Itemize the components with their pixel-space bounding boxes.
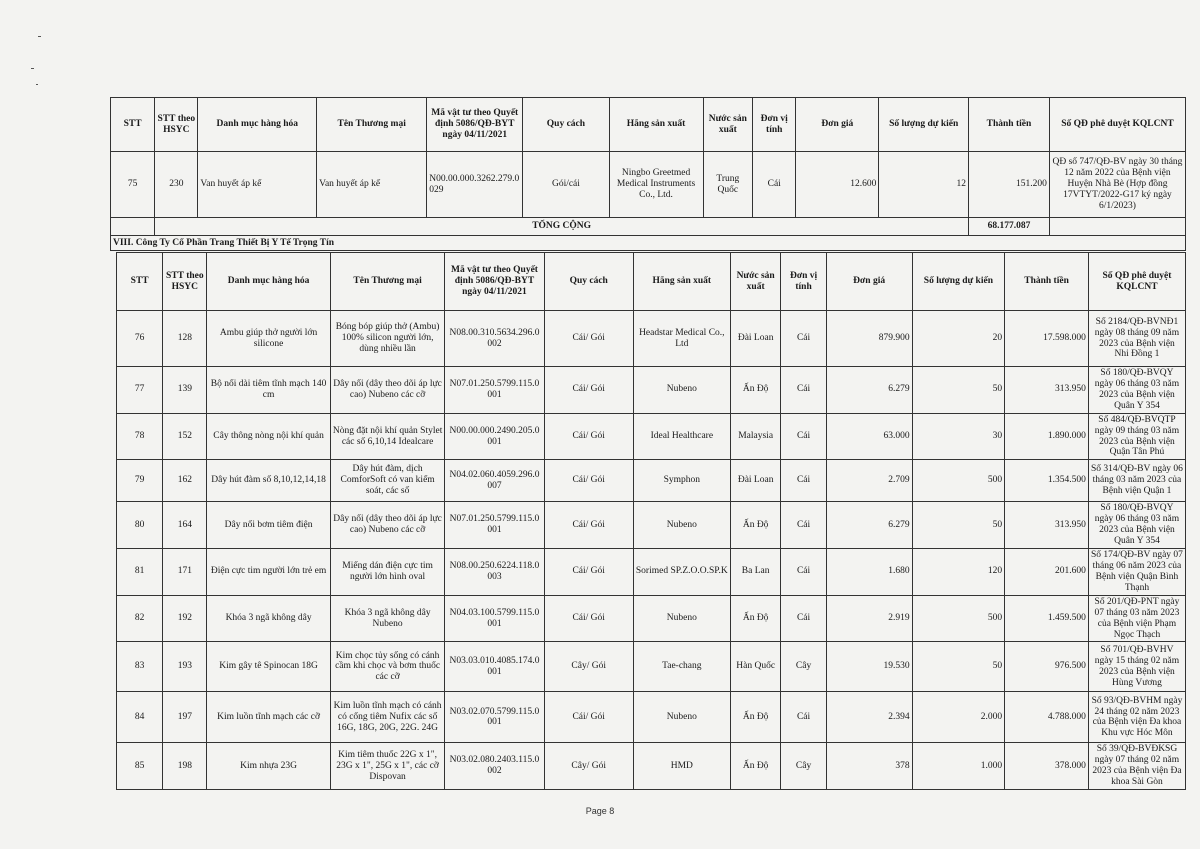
cell-stt: 82 [117, 595, 163, 642]
cell-quy-cach: Cây/ Gói [544, 743, 633, 790]
cell-stt: 79 [117, 460, 163, 502]
header-cell: Số lượng dự kiến [879, 98, 969, 152]
table-row [111, 152, 1186, 218]
cell-so-qd: Số 314/QĐ-BV ngày 06 tháng 03 năm 2023 của Bệnh viện Quận 1 [1088, 460, 1185, 502]
cell-ma-vat-tu: N07.01.250.5799.115.0001 [445, 367, 544, 414]
header-cell: Hãng sản xuất [609, 98, 703, 152]
cell-don-gia: 12.600 [796, 152, 879, 218]
header-cell: Tên Thương mại [330, 253, 445, 311]
section-title: VIII. Công Ty Cổ Phần Trang Thiết Bị Y Tế Trọng Tín [111, 236, 1186, 251]
header-cell: Quy cách [544, 253, 633, 311]
table-row [117, 549, 1186, 596]
cell-stt: 75 [111, 152, 155, 218]
cell-nuoc-san-xuat: Ba Lan [730, 549, 781, 596]
cell-nuoc-san-xuat: Malaysia [730, 413, 781, 460]
cell-hsyc: 162 [163, 460, 207, 502]
cell-hsyc: 128 [163, 311, 207, 367]
cell-stt: 76 [117, 311, 163, 367]
cell-quy-cach: Cái/ Gói [544, 460, 633, 502]
cell-hang-san-xuat: Ideal Healthcare [633, 413, 730, 460]
cell-don-gia: 2.709 [826, 460, 912, 502]
cell-stt: 85 [117, 743, 163, 790]
cell-so-qd: Số 180/QĐ-BVQY ngày 06 tháng 03 năm 2023 của Bệnh viện Quân Y 354 [1088, 367, 1185, 414]
cell-thanh-tien: 313.950 [1005, 502, 1089, 549]
cell-so-luong: 30 [912, 413, 1005, 460]
header-cell: Thành tiền [1005, 253, 1089, 311]
cell-danh-muc: Kim luồn tĩnh mạch các cỡ [207, 692, 330, 743]
cell-hang-san-xuat: Headstar Medical Co., Ltd [633, 311, 730, 367]
cell-hsyc: 197 [163, 692, 207, 743]
header-cell: Đơn vị tính [753, 98, 796, 152]
cell-thanh-tien: 1.354.500 [1005, 460, 1089, 502]
section-row [111, 236, 1186, 251]
cell-nuoc-san-xuat: Ấn Độ [730, 367, 781, 414]
cell-ten-thuong-mai: Nòng đặt nội khí quản Stylet các số 6,10,14 Idealcare [330, 413, 445, 460]
procurement-table-top [110, 97, 1186, 251]
cell-thanh-tien: 4.788.000 [1005, 692, 1089, 743]
cell-ten-thuong-mai: Kim chọc tủy sống có cánh cầm khi chọc và bơm thuốc các cỡ [330, 642, 445, 692]
cell-thanh-tien: 201.600 [1005, 549, 1089, 596]
cell-danh-muc: Ambu giúp thở người lớn silicone [207, 311, 330, 367]
header-cell: Danh mục hàng hóa [198, 98, 317, 152]
cell-so-luong: 1.000 [912, 743, 1005, 790]
cell-ma-vat-tu: N08.00.250.6224.118.0003 [445, 549, 544, 596]
cell-nuoc-san-xuat: Ấn Độ [730, 692, 781, 743]
cell-hang-san-xuat: Tae-chang [633, 642, 730, 692]
cell-don-vi-tinh: Cái [781, 367, 826, 414]
cell-ma-vat-tu: N03.02.080.2403.115.0002 [445, 743, 544, 790]
cell-so-luong: 120 [912, 549, 1005, 596]
cell-danh-muc: Khóa 3 ngã không dây [207, 595, 330, 642]
header-cell: Thành tiền [968, 98, 1049, 152]
cell-ma-vat-tu: N03.03.010.4085.174.0001 [445, 642, 544, 692]
cell-so-qd: Số 39/QĐ-BVĐKSG ngày 07 tháng 02 năm 2023 của Bệnh viện Đa khoa Sài Gòn [1088, 743, 1185, 790]
cell-quy-cach: Cái/ Gói [544, 595, 633, 642]
cell-hang-san-xuat: Nubeno [633, 595, 730, 642]
cell-ma-vat-tu: N04.02.060.4059.296.0007 [445, 460, 544, 502]
cell-stt: 80 [117, 502, 163, 549]
table-row [117, 743, 1186, 790]
cell-hsyc: 192 [163, 595, 207, 642]
cell-thanh-tien: 151.200 [968, 152, 1049, 218]
cell-ten-thuong-mai: Dây hút đàm, dịch ComforSoft có van kiểm soát, các số [330, 460, 445, 502]
cell-ten-thuong-mai: Kim luồn tĩnh mạch có cánh có cổng tiêm Nufix các số 16G, 18G, 20G, 22G. 24G [330, 692, 445, 743]
cell-hang-san-xuat: Symphon [633, 460, 730, 502]
cell-don-gia: 1.680 [826, 549, 912, 596]
header-cell: Số lượng dự kiến [912, 253, 1005, 311]
cell-quy-cach: Cái/ Gói [544, 311, 633, 367]
cell-hang-san-xuat: Ningbo Greetmed Medical Instruments Co., Ltd. [609, 152, 703, 218]
table-row [117, 502, 1186, 549]
cell-danh-muc: Kim gây tê Spinocan 18G [207, 642, 330, 692]
cell-don-gia: 2.919 [826, 595, 912, 642]
cell-so-qd: Số 2184/QĐ-BVNĐ1 ngày 08 tháng 09 năm 2023 của Bệnh viện Nhi Đồng 1 [1088, 311, 1185, 367]
cell-ma-vat-tu: N00.00.000.3262.279.0029 [427, 152, 523, 218]
cell-nuoc-san-xuat: Hàn Quốc [730, 642, 781, 692]
cell-so-qd: Số 201/QĐ-PNT ngày 07 tháng 03 năm 2023 của Bệnh viện Phạm Ngọc Thạch [1088, 595, 1185, 642]
cell-hsyc: 193 [163, 642, 207, 692]
cell-so-luong: 12 [879, 152, 969, 218]
cell-nuoc-san-xuat: Đài Loan [730, 311, 781, 367]
header-cell: Hãng sản xuất [633, 253, 730, 311]
cell-so-luong: 500 [912, 595, 1005, 642]
header-cell: STT [111, 98, 155, 152]
table-row [117, 460, 1186, 502]
cell-hsyc: 230 [155, 152, 198, 218]
cell-danh-muc: Bộ nối dài tiêm tĩnh mạch 140 cm [207, 367, 330, 414]
cell-quy-cach: Cái/ Gói [544, 692, 633, 743]
cell-so-luong: 500 [912, 460, 1005, 502]
cell-hang-san-xuat: Nubeno [633, 692, 730, 743]
cell-ten-thuong-mai: Dây nối (dây theo dõi áp lực cao) Nubeno các cỡ [330, 502, 445, 549]
cell-so-qd: Số 93/QĐ-BVHM ngày 24 tháng 02 năm 2023 của Bệnh viện Đa khoa Khu vực Hóc Môn [1088, 692, 1185, 743]
cell-hsyc: 164 [163, 502, 207, 549]
scan-speck [31, 68, 34, 69]
cell-don-vi-tinh: Cái [781, 413, 826, 460]
table-row [117, 692, 1186, 743]
cell-don-vi-tinh: Cái [781, 460, 826, 502]
cell-quy-cach: Cái/ Gói [544, 549, 633, 596]
cell-danh-muc: Van huyết áp kế [198, 152, 317, 218]
header-cell: Mã vật tư theo Quyết định 5086/QĐ-BYT ngày 04/11/2021 [427, 98, 523, 152]
header-cell: Nước sản xuất [730, 253, 781, 311]
cell-so-luong: 20 [912, 311, 1005, 367]
cell-hsyc: 139 [163, 367, 207, 414]
cell-don-vi-tinh: Cây [781, 743, 826, 790]
cell-quy-cach: Cây/ Gói [544, 642, 633, 692]
cell-so-qd: Số 174/QĐ-BV ngày 07 tháng 06 năm 2023 của Bệnh viện Quận Bình Thạnh [1088, 549, 1185, 596]
cell-nuoc-san-xuat: Trung Quốc [703, 152, 753, 218]
cell-don-gia: 6.279 [826, 502, 912, 549]
cell-danh-muc: Dây nối bơm tiêm điện [207, 502, 330, 549]
cell-danh-muc: Dây hút đàm số 8,10,12,14,18 [207, 460, 330, 502]
cell-ma-vat-tu: N03.02.070.5799.115.0001 [445, 692, 544, 743]
procurement-table-main [116, 252, 1186, 790]
cell-hang-san-xuat: Nubeno [633, 367, 730, 414]
header-cell: Đơn giá [796, 98, 879, 152]
cell-quy-cach: Cái/ Gói [544, 367, 633, 414]
table-row [117, 595, 1186, 642]
cell-don-gia: 19.530 [826, 642, 912, 692]
header-cell: STT [117, 253, 163, 311]
cell-so-qd: Số 180/QĐ-BVQY ngày 06 tháng 03 năm 2023 của Bệnh viện Quân Y 354 [1088, 502, 1185, 549]
cell-stt: 77 [117, 367, 163, 414]
total-row [111, 218, 1186, 236]
cell-nuoc-san-xuat: Ấn Độ [730, 502, 781, 549]
cell-stt: 78 [117, 413, 163, 460]
cell-so-qd: Số 701/QĐ-BVHV ngày 15 tháng 02 năm 2023 của Bệnh viện Hùng Vương [1088, 642, 1185, 692]
cell-nuoc-san-xuat: Ấn Độ [730, 743, 781, 790]
table-row [117, 642, 1186, 692]
cell-don-gia: 6.279 [826, 367, 912, 414]
total-value: 68.177.087 [968, 218, 1049, 236]
cell-thanh-tien: 378.000 [1005, 743, 1089, 790]
cell-so-qd: Số 484/QĐ-BVQTP ngày 09 tháng 03 năm 2023 của Bệnh viện Quận Tân Phú [1088, 413, 1185, 460]
header-cell: STT theo HSYC [163, 253, 207, 311]
page-number: Page 8 [585, 806, 615, 816]
cell-so-luong: 50 [912, 642, 1005, 692]
header-cell: Nước sản xuất [703, 98, 753, 152]
total-label: TỔNG CỘNG [155, 218, 969, 236]
cell-danh-muc: Kim nhựa 23G [207, 743, 330, 790]
cell-stt: 84 [117, 692, 163, 743]
cell-ten-thuong-mai: Dây nối (dây theo dõi áp lực cao) Nubeno các cỡ [330, 367, 445, 414]
cell-danh-muc: Điện cực tim người lớn trẻ em [207, 549, 330, 596]
cell-don-vi-tinh: Cái [781, 692, 826, 743]
cell-don-vi-tinh: Cái [781, 549, 826, 596]
header-cell: Danh mục hàng hóa [207, 253, 330, 311]
cell-ten-thuong-mai: Kim tiêm thuốc 22G x 1", 23G x 1", 25G x 1", các cỡ Dispovan [330, 743, 445, 790]
cell-don-vi-tinh: Cái [781, 595, 826, 642]
cell-so-luong: 50 [912, 367, 1005, 414]
cell-so-luong: 50 [912, 502, 1005, 549]
cell-don-gia: 378 [826, 743, 912, 790]
header-cell: STT theo HSYC [155, 98, 198, 152]
cell-don-gia: 2.394 [826, 692, 912, 743]
scan-speck [36, 84, 38, 85]
cell-nuoc-san-xuat: Ấn Độ [730, 595, 781, 642]
cell-thanh-tien: 1.890.000 [1005, 413, 1089, 460]
cell-ten-thuong-mai: Miếng dán điện cực tim người lớn hình oval [330, 549, 445, 596]
cell-don-vi-tinh: Cái [753, 152, 796, 218]
cell-stt: 81 [117, 549, 163, 596]
cell-hang-san-xuat: Nubeno [633, 502, 730, 549]
cell-ma-vat-tu: N08.00.310.5634.296.0002 [445, 311, 544, 367]
table-row [117, 413, 1186, 460]
cell-quy-cach: Cái/ Gói [544, 502, 633, 549]
table-header-row [117, 253, 1186, 311]
cell-thanh-tien: 17.598.000 [1005, 311, 1089, 367]
cell-quy-cach: Gói/cái [523, 152, 609, 218]
cell-hang-san-xuat: Sorimed SP.Z.O.O.SP.K [633, 549, 730, 596]
cell-don-vi-tinh: Cái [781, 502, 826, 549]
cell-stt: 83 [117, 642, 163, 692]
cell-ten-thuong-mai: Khóa 3 ngã không dây Nubeno [330, 595, 445, 642]
cell-thanh-tien: 313.950 [1005, 367, 1089, 414]
cell-quy-cach: Cái/ Gói [544, 413, 633, 460]
cell-ma-vat-tu: N07.01.250.5799.115.0001 [445, 502, 544, 549]
header-cell: Đơn giá [826, 253, 912, 311]
cell-ma-vat-tu: N00.00.000.2490.205.0001 [445, 413, 544, 460]
header-cell: Mã vật tư theo Quyết định 5086/QĐ-BYT ngày 04/11/2021 [445, 253, 544, 311]
header-cell: Tên Thương mại [317, 98, 427, 152]
cell-thanh-tien: 1.459.500 [1005, 595, 1089, 642]
cell-ten-thuong-mai: Bóng bóp giúp thở (Ambu) 100% silicon người lớn, dùng nhiều lần [330, 311, 445, 367]
table-header-row [111, 98, 1186, 152]
cell-hang-san-xuat: HMD [633, 743, 730, 790]
cell-thanh-tien: 976.500 [1005, 642, 1089, 692]
cell-don-vi-tinh: Cái [781, 311, 826, 367]
cell-hsyc: 198 [163, 743, 207, 790]
cell-nuoc-san-xuat: Đài Loan [730, 460, 781, 502]
cell-ma-vat-tu: N04.03.100.5799.115.0001 [445, 595, 544, 642]
cell-don-gia: 879.900 [826, 311, 912, 367]
header-cell: Quy cách [523, 98, 609, 152]
header-cell: Số QĐ phê duyệt KQLCNT [1088, 253, 1185, 311]
cell-don-vi-tinh: Cây [781, 642, 826, 692]
cell-hsyc: 152 [163, 413, 207, 460]
table-row [117, 311, 1186, 367]
cell-hsyc: 171 [163, 549, 207, 596]
cell-don-gia: 63.000 [826, 413, 912, 460]
table-row [117, 367, 1186, 414]
header-cell: Số QĐ phê duyệt KQLCNT [1049, 98, 1185, 152]
cell-so-qd: QĐ số 747/QĐ-BV ngày 30 tháng 12 năm 2022 của Bệnh viện Huyện Nhà Bè (Hợp đồng 17VTYT/2022-G17 ký ngày 6/1/2023) [1049, 152, 1185, 218]
cell-danh-muc: Cây thông nòng nội khí quản [207, 413, 330, 460]
header-cell: Đơn vị tính [781, 253, 826, 311]
scan-speck [38, 36, 41, 37]
cell-so-luong: 2.000 [912, 692, 1005, 743]
cell-ten-thuong-mai: Van huyết áp kế [317, 152, 427, 218]
